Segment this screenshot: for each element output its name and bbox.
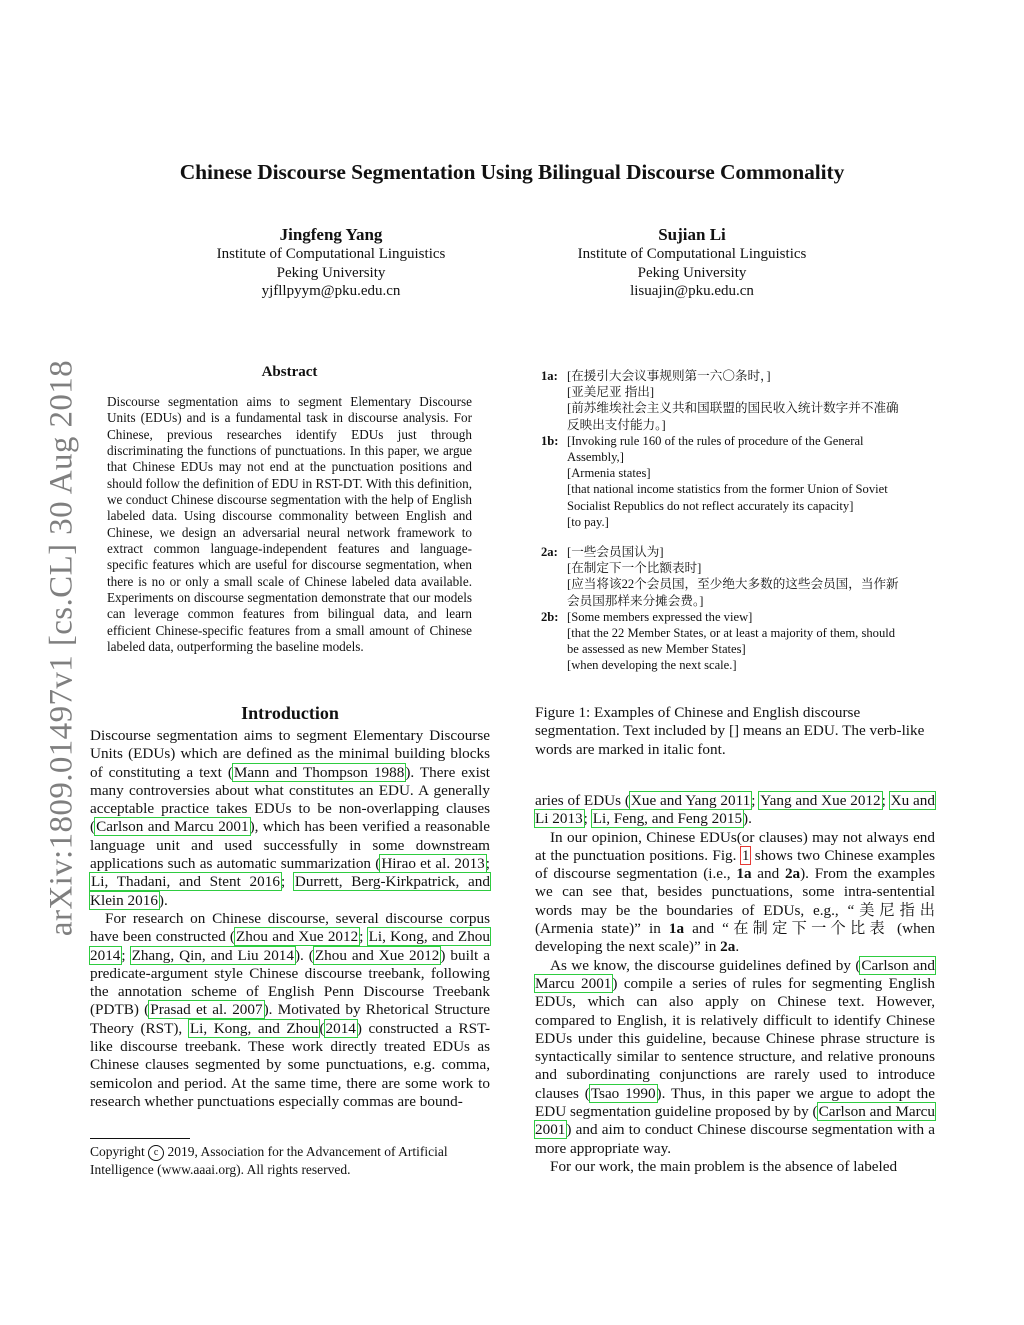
- citation-link[interactable]: 2014: [325, 1019, 356, 1037]
- citation-link[interactable]: Zhou and Xue 2012: [235, 928, 359, 946]
- paper-title: Chinese Discourse Segmentation Using Bilingual Discourse Commonality: [179, 160, 845, 184]
- example-1a: [541, 368, 941, 433]
- citation-link[interactable]: Zhang, Qin, and Liu 2014: [131, 946, 294, 964]
- edu-line: [一些会员国认为]: [567, 545, 664, 560]
- edu-line: Assembly,]: [567, 450, 624, 465]
- citation-link[interactable]: Li, Thadani, and Stent 2016: [91, 873, 280, 891]
- edu-line: [Some members expressed the view]: [567, 609, 753, 624]
- edu-line: [应当将该22个会员国，至少绝大多数的这些会员国，当作新: [567, 577, 899, 592]
- citation-link[interactable]: Durrett, Berg-Kirkpatrick, and Klein 2016: [90, 873, 490, 909]
- citation-link[interactable]: Tsao 1990: [590, 1084, 656, 1102]
- citation-link[interactable]: Carlson and Marcu 2001: [535, 956, 935, 992]
- citation-link[interactable]: Yang and Xue 2012: [760, 792, 881, 809]
- citation-link[interactable]: Zhou and Xue 2012: [314, 946, 440, 964]
- example-2a: [541, 544, 941, 609]
- edu-line: be assessed as new Member States]: [567, 642, 746, 657]
- edu-line: [在制定下一个比额表时]: [567, 561, 702, 576]
- citation-link[interactable]: Mann and Thompson 1988: [233, 763, 405, 781]
- edu-line: [前苏维埃社会主义共和国联盟的国民收入统计数字并不准确: [567, 401, 899, 416]
- footnote-rule: [90, 1138, 190, 1139]
- edu-line: [亚美尼亚 指出]: [567, 385, 655, 400]
- paragraph: Discourse segmentation aims to segment Elementary Discourse Units (EDUs) which are defined as the minimal building blocks of constituting a text (Mann and Thompson 1988). There exist many controversies about what constitutes an EDU. A generally acceptable practice takes EDUs to be non-overlapping clauses (Carlson and Marcu 2001), which has been verified a reasonable language unit and used successfully in some downstream applications such as automatic summarization (Hirao et al. 2013; Li, Thadani, and Stent 2016; Durrett, Berg-Kirkpatrick, and Klein 2016).: [90, 727, 490, 909]
- example-label: 1b:: [541, 433, 559, 448]
- example-label: 2a:: [541, 545, 558, 560]
- copyright-footnote: Copyright c 2019, Association for the Advancement of Artificial Intelligence (www.aaai.org). All rights reserved.: [90, 1144, 448, 1177]
- author-affiliation: Institute of Computational Linguistics: [577, 246, 807, 262]
- edu-line: [when developing the next scale.]: [567, 658, 737, 673]
- arxiv-stamp: arXiv:1809.01497v1 [cs.CL] 30 Aug 2018: [43, 359, 80, 937]
- author-block: [181, 224, 481, 301]
- abstract-heading: Abstract: [261, 364, 318, 380]
- citation-link[interactable]: Li, Kong, and Zhou: [189, 1019, 319, 1037]
- citation-link[interactable]: Xue and Yang 2011: [630, 792, 751, 809]
- paragraph: aries of EDUs (Xue and Yang 2011; Yang and Xue 2012; Xu and Li 2013; Li, Feng, and Feng 2015).: [535, 792, 935, 828]
- paragraph: For research on Chinese discourse, several discourse corpus have been constructed (Zhou and Xue 2012; Li, Kong, and Zhou 2014; Zhang, Qin, and Liu 2014). (Zhou and Xue 2012) built a predicate-argument style Chinese discourse treebank, following the annotation scheme of English Penn Discourse Treebank (PDTB) (Prasad et al. 2007). Motivated by Rhetorical Structure Theory (RST), Li, Kong, and Zhou(2014) constructed a RST-like discourse treebank. These work directly treated EDUs as Chinese clauses segmented by some punctuations, e.g. comma, semicolon and period. At the same time, there are some work to research whether punctuations especially commas are bound-: [90, 909, 491, 1110]
- edu-line: Socialist Republics do not reflect accurately its capacity]: [567, 498, 854, 513]
- paragraph: For our work, the main problem is the absence of labeled: [550, 1157, 898, 1175]
- example-2b: [541, 609, 941, 674]
- figure-caption: Figure 1: Examples of Chinese and English discourse segmentation. Text included by [] means an EDU. The verb-like words are marked in italic font.: [535, 704, 925, 758]
- edu-line: [Invoking rule 160 of the rules of procedure of the General: [567, 433, 864, 448]
- right-column-body: [535, 792, 935, 1176]
- introduction-heading: Introduction: [241, 703, 339, 723]
- author-email: lisuajin@pku.edu.cn: [630, 283, 754, 299]
- citation-link[interactable]: Carlson and Marcu 2001: [535, 1103, 936, 1139]
- author-name: Jingfeng Yang: [279, 225, 383, 244]
- author-email: yjfllpyym@pku.edu.cn: [261, 283, 401, 299]
- edu-line: 反映出支付能力。]: [567, 417, 666, 432]
- citation-link[interactable]: Hirao et al. 2013: [381, 855, 485, 873]
- author-university: Peking University: [637, 264, 747, 281]
- paragraph: In our opinion, Chinese EDUs(or clauses) may not always end at the punctuation positions. Fig. 1 shows two Chinese examples of discourse segmentation (i.e., 1a and 2a). From the examples we can see that, besides punctuations, some intra-sentential words may be the boundaries of EDUs, e.g., “美尼指出 (Armenia state)” in 1a and “在制定下一个比表 (when developing the next scale)” in 2a.: [535, 828, 936, 956]
- copyright-icon: c: [148, 1145, 164, 1161]
- abstract-body: Discourse segmentation aims to segment Elementary Discourse Units (EDUs) and is a fundamental task in discourse analysis. For Chinese, previous researches identify EDUs just through discriminating the functions of punctuations. In this paper, we argue that Chinese EDUs may not end at the punctuation positions and should follow the definition of EDU in RST-DT. With this definition, we conduct Chinese discourse segmentation with the help of English labeled data. Using discourse commonality between English and Chinese, we design an adversarial neural network framework to extract common language-independent features and language-specific features which are useful for discourse segmentation, when there is no or only a small scale of Chinese labeled data available. Experiments on discourse segmentation demonstrate that our models can leverage common features from bilingual data, and learn efficient Chinese-specific features from a small amount of Chinese labeled data, outperforming the baseline models.: [107, 394, 472, 655]
- citation-link[interactable]: Li, Feng, and Feng 2015: [592, 810, 743, 828]
- edu-line: [that national income statistics from the former Union of Soviet: [567, 482, 888, 497]
- edu-line: [在援引大会议事规则第一六〇条时，]: [567, 369, 771, 383]
- author-affiliation: Institute of Computational Linguistics: [216, 246, 446, 262]
- figure-reference-link[interactable]: 1: [741, 846, 750, 864]
- author-block: [542, 224, 842, 301]
- edu-line: 会员国那样来分摊会费。]: [567, 593, 704, 608]
- citation-link[interactable]: Carlson and Marcu 2001: [96, 818, 249, 836]
- example-label: 2b:: [541, 609, 559, 624]
- intro-body: [90, 727, 490, 1111]
- author-name: Sujian Li: [658, 225, 726, 244]
- figure-examples: [541, 368, 941, 674]
- edu-line: [that the 22 Member States, or at least a majority of them, should: [567, 626, 896, 641]
- edu-line: [to pay.]: [567, 514, 609, 529]
- edu-line: [Armenia states]: [567, 466, 651, 481]
- citation-link[interactable]: Xu and Li 2013: [535, 792, 935, 828]
- example-label: 1a:: [541, 369, 558, 383]
- citation-link[interactable]: Li, Kong, and Zhou 2014: [90, 928, 490, 964]
- example-1b: [541, 433, 941, 530]
- paragraph: As we know, the discourse guidelines defined by (Carlson and Marcu 2001) compile a series of rules for segmenting English EDUs, which can also apply on Chinese text. However, compared to English, it is relatively difficult to identify Chinese EDUs under this guideline, because Chinese phrase structure is syntactically similar to sentence structure, and relative pronouns and subordinating conjunctions are rarely used to introduce clauses (Tsao 1990). Thus, in this paper we argue to adopt the EDU segmentation guideline proposed by by (Carlson and Marcu 2001) and aim to conduct Chinese discourse segmentation with a more appropriate way.: [535, 956, 936, 1157]
- author-university: Peking University: [276, 264, 386, 281]
- citation-link[interactable]: Prasad et al. 2007: [150, 1001, 263, 1019]
